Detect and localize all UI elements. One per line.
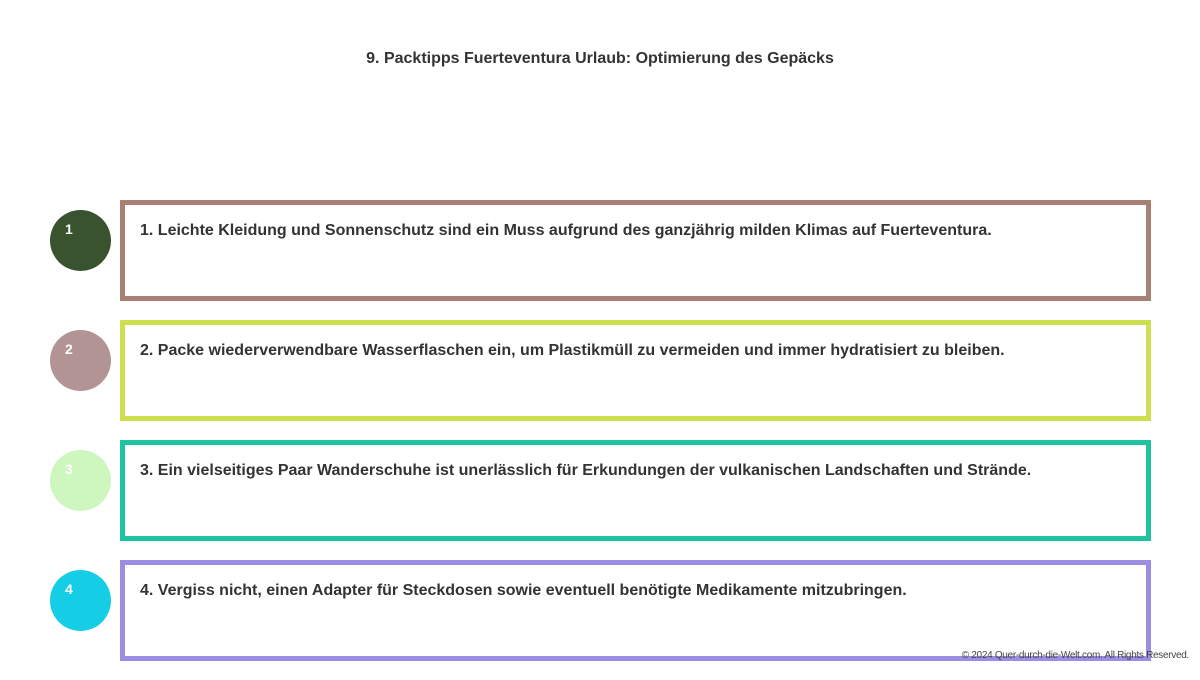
step-box — [120, 320, 1151, 421]
step-1 — [50, 200, 1151, 301]
step-number: 1 — [65, 221, 73, 237]
step-box — [120, 560, 1151, 661]
step-number-circle — [50, 330, 111, 391]
step-number-circle — [50, 450, 111, 511]
step-box — [120, 200, 1151, 301]
step-number: 3 — [65, 461, 73, 477]
step-2 — [50, 320, 1151, 421]
step-text: 3. Ein vielseitiges Paar Wanderschuhe ist unerlässlich für Erkundungen der vulkanischen Landschaften und Strände. — [140, 462, 1032, 479]
step-text: 2. Packe wiederverwendbare Wasserflaschen ein, um Plastikmüll zu vermeiden und immer hydratisiert zu bleiben. — [140, 342, 1005, 359]
step-4 — [50, 560, 1151, 661]
step-box — [120, 440, 1151, 541]
step-text: 4. Vergiss nicht, einen Adapter für Steckdosen sowie eventuell benötigte Medikamente mitzubringen. — [140, 582, 907, 599]
step-text: 1. Leichte Kleidung und Sonnenschutz sind ein Muss aufgrund des ganzjährig milden Klimas auf Fuerteventura. — [140, 222, 992, 239]
page-title: 9. Packtipps Fuerteventura Urlaub: Optimierung des Gepäcks — [366, 50, 834, 67]
footer-copyright: © 2024 Quer-durch-die-Welt.com. All Rights Reserved. — [961, 650, 1189, 661]
step-3 — [50, 440, 1151, 541]
step-number-circle — [50, 570, 111, 631]
step-number: 2 — [65, 341, 73, 357]
step-number: 4 — [65, 581, 73, 597]
step-number-circle — [50, 210, 111, 271]
